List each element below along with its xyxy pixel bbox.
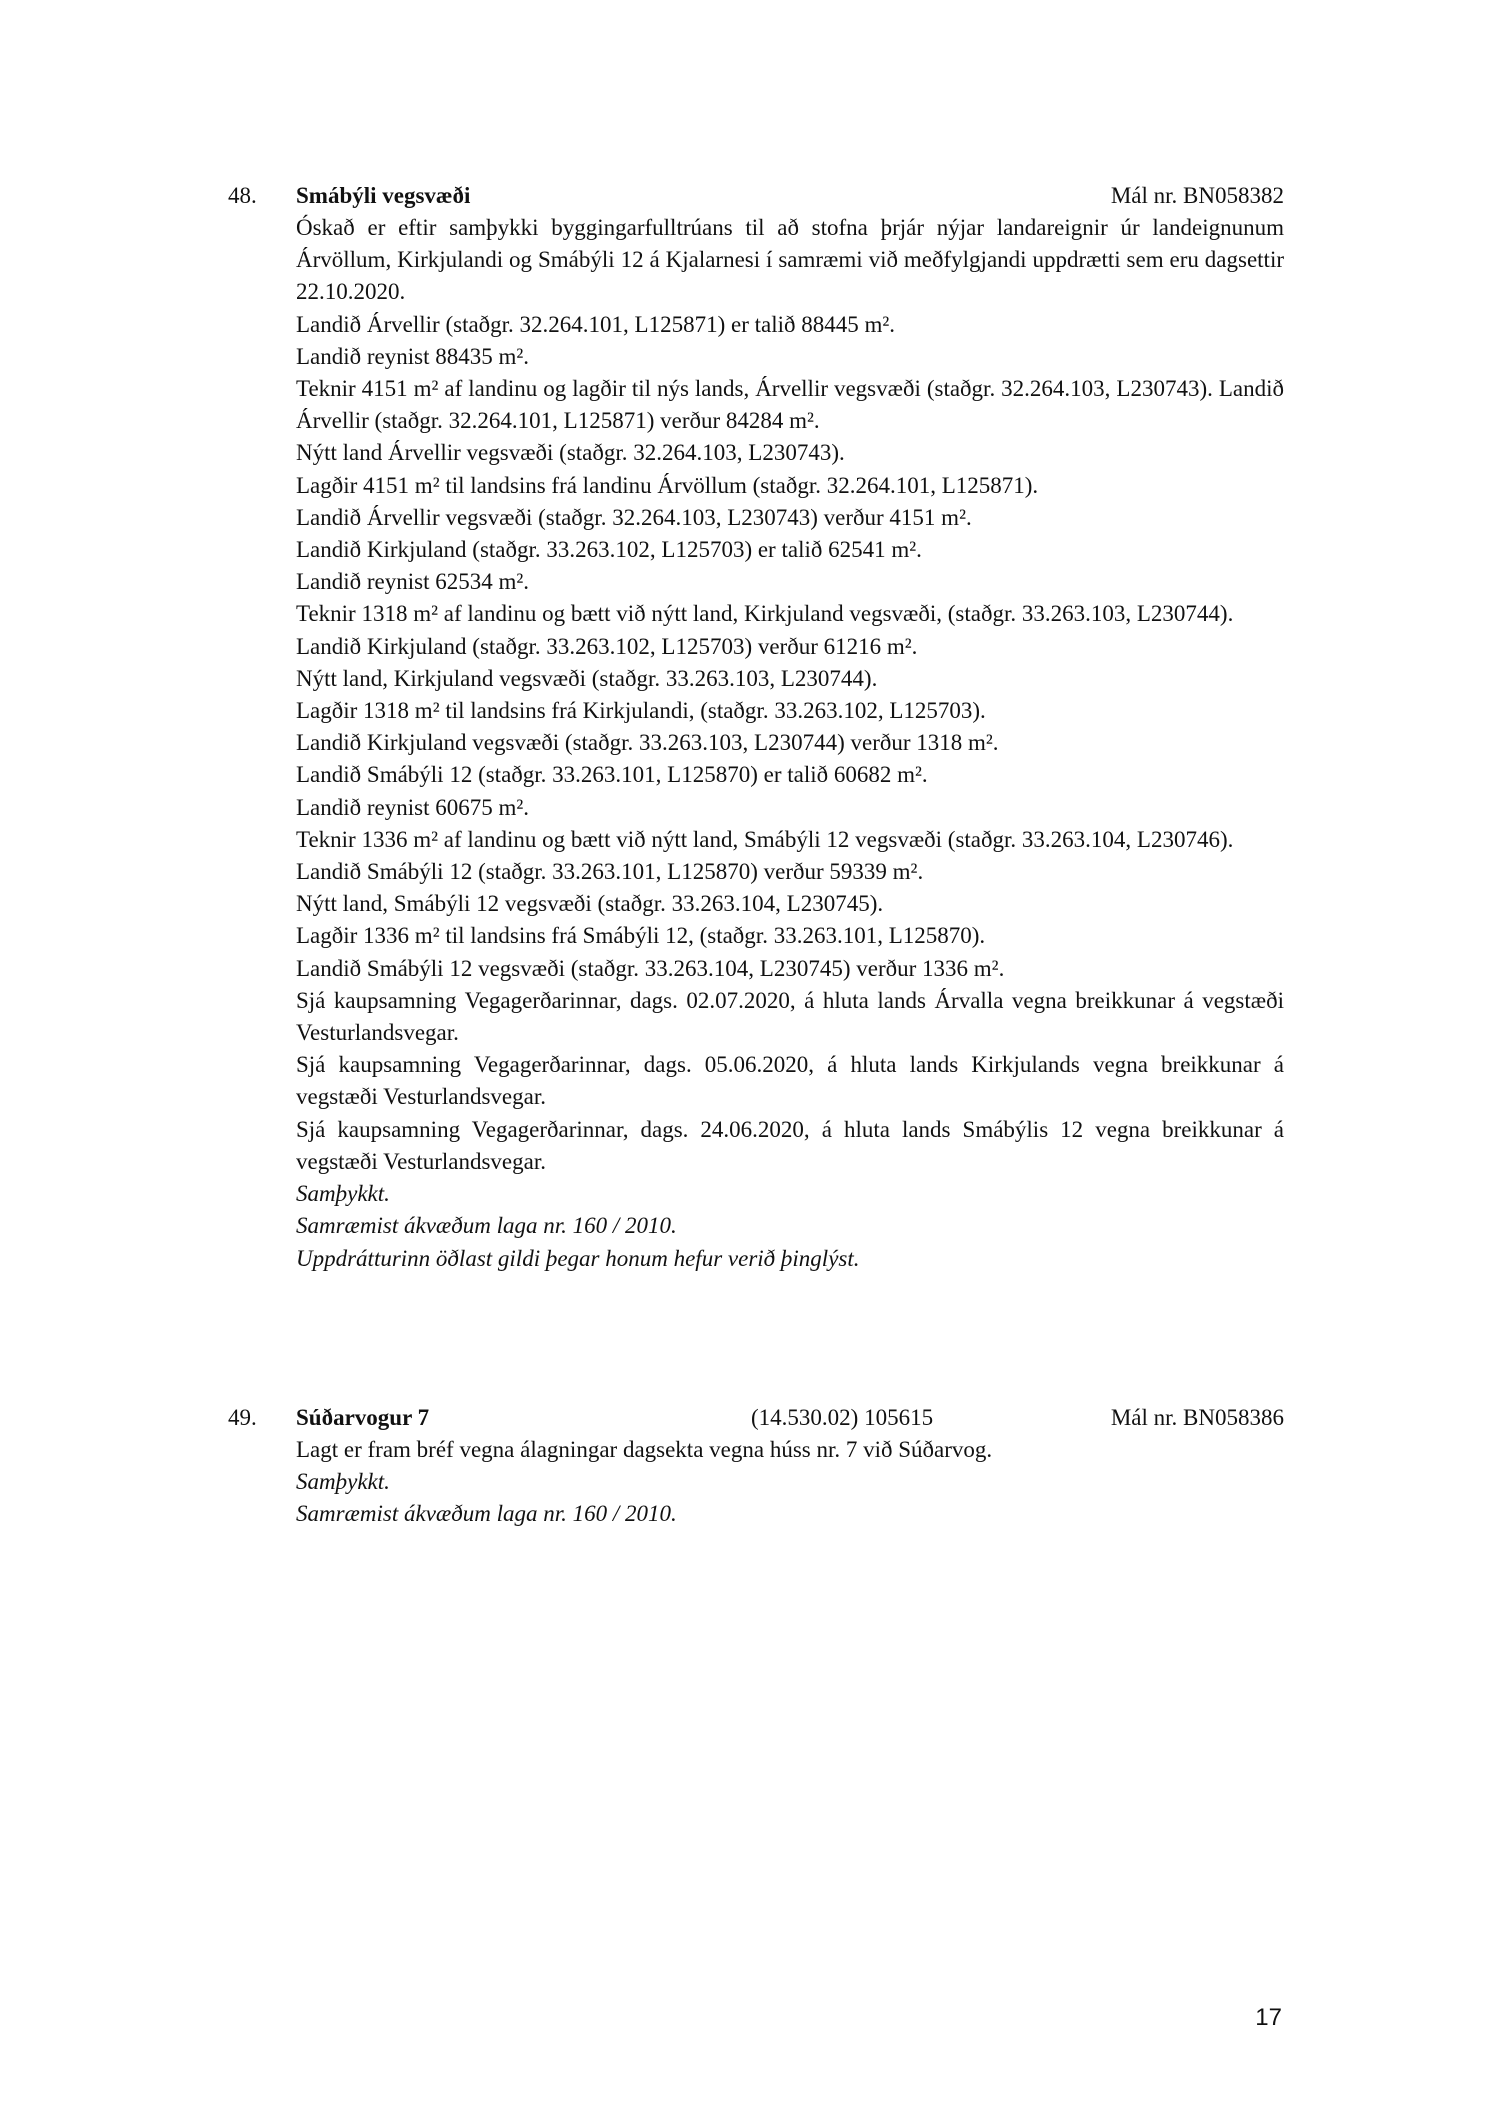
- case-paragraph: Teknir 1336 m² af landinu og bætt við nýtt land, Smábýli 12 vegsvæði (staðgr. 33.263.104, L230746).: [296, 826, 1234, 852]
- case-paragraph: Landið Árvellir (staðgr. 32.264.101, L125871) er talið 88445 m².: [296, 311, 896, 337]
- decision-line: Samræmist ákvæðum laga nr. 160 / 2010.: [296, 1501, 677, 1527]
- case-49: [228, 1402, 1284, 1531]
- case-title: Súðarvogur 7: [296, 1405, 430, 1430]
- case-title: Smábýli vegsvæði: [296, 183, 471, 208]
- case-paragraph: Óskað er eftir samþykki byggingarfulltrúans til að stofna þrjár nýjar landareignir úr landeignunum Árvöllum, Kirkjulandi og Smábýli 12 á Kjalarnesi í samræmi við meðfylgjandi uppdrætti sem eru dagsettir 22.10.2020.: [296, 215, 1284, 305]
- case-paragraph: Landið reynist 62534 m².: [296, 569, 530, 595]
- case-paragraph: Sjá kaupsamning Vegagerðarinnar, dags. 24.06.2020, á hluta lands Smábýlis 12 vegna breikkunar á vegstæði Vesturlandsvegar.: [296, 1116, 1284, 1174]
- case-paragraph: Landið reynist 88435 m².: [296, 343, 530, 369]
- case-paragraph: Lagðir 1336 m² til landsins frá Smábýli 12, (staðgr. 33.263.101, L125870).: [296, 923, 986, 949]
- case-paragraph: Landið Kirkjuland (staðgr. 33.263.102, L125703) verður 61216 m².: [296, 633, 918, 659]
- decision-line: Samþykkt.: [296, 1181, 390, 1207]
- case-paragraph: Sjá kaupsamning Vegagerðarinnar, dags. 05.06.2020, á hluta lands Kirkjulands vegna breikkunar á vegstæði Vesturlandsvegar.: [296, 1052, 1284, 1110]
- page-number: 17: [1255, 2004, 1282, 2031]
- case-paragraph: Lagðir 1318 m² til landsins frá Kirkjulandi, (staðgr. 33.263.102, L125703).: [296, 698, 986, 724]
- case-paragraph: Nýtt land, Kirkjuland vegsvæði (staðgr. 33.263.103, L230744).: [296, 665, 878, 691]
- case-reference: (14.530.02) 105615: [751, 1405, 934, 1430]
- case-body: [296, 1434, 1284, 1531]
- case-paragraph: Landið Árvellir vegsvæði (staðgr. 32.264.103, L230743) verður 4151 m².: [296, 504, 972, 530]
- case-header: [228, 1402, 1284, 1434]
- case-body: [296, 212, 1284, 1275]
- case-paragraph: Lagt er fram bréf vegna álagningar dagsekta vegna húss nr. 7 við Súðarvog.: [296, 1437, 993, 1462]
- case-paragraph: Nýtt land, Smábýli 12 vegsvæði (staðgr. 33.263.104, L230745).: [296, 891, 884, 917]
- case-paragraph: Nýtt land Árvellir vegsvæði (staðgr. 32.264.103, L230743).: [296, 440, 845, 466]
- case-paragraph: Landið Kirkjuland vegsvæði (staðgr. 33.263.103, L230744) verður 1318 m².: [296, 730, 999, 756]
- case-number: 48.: [228, 183, 257, 208]
- case-paragraph: Landið reynist 60675 m².: [296, 794, 530, 820]
- case-paragraph: Landið Smábýli 12 (staðgr. 33.263.101, L125870) er talið 60682 m².: [296, 762, 928, 788]
- case-paragraph: Landið Kirkjuland (staðgr. 33.263.102, L125703) er talið 62541 m².: [296, 537, 922, 563]
- case-number: 49.: [228, 1405, 257, 1430]
- case-paragraph: Teknir 1318 m² af landinu og bætt við nýtt land, Kirkjuland vegsvæði, (staðgr. 33.263.103, L230744).: [296, 601, 1234, 627]
- case-paragraph: Teknir 4151 m² af landinu og lagðir til nýs lands, Árvellir vegsvæði (staðgr. 32.264.103, L230743). Landið Árvellir (staðgr. 32.264.101, L125871) verður 84284 m².: [296, 376, 1284, 434]
- case-paragraph: Sjá kaupsamning Vegagerðarinnar, dags. 02.07.2020, á hluta lands Árvalla vegna breikkunar á vegstæði Vesturlandsvegar.: [296, 987, 1284, 1046]
- decision-line: Uppdrátturinn öðlast gildi þegar honum hefur verið þinglýst.: [296, 1245, 860, 1271]
- case-id: Mál nr. BN058382: [1110, 183, 1284, 208]
- case-paragraph: Landið Smábýli 12 (staðgr. 33.263.101, L125870) verður 59339 m².: [296, 859, 924, 885]
- case-paragraph: Landið Smábýli 12 vegsvæði (staðgr. 33.263.104, L230745) verður 1336 m².: [296, 955, 1005, 981]
- decision-line: Samþykkt.: [296, 1469, 390, 1495]
- case-48: [228, 180, 1284, 1275]
- decision-line: Samræmist ákvæðum laga nr. 160 / 2010.: [296, 1213, 677, 1239]
- case-id: Mál nr. BN058386: [1110, 1405, 1284, 1430]
- case-header: [228, 180, 1284, 212]
- case-paragraph: Lagðir 4151 m² til landsins frá landinu Árvöllum (staðgr. 32.264.101, L125871).: [296, 472, 1039, 498]
